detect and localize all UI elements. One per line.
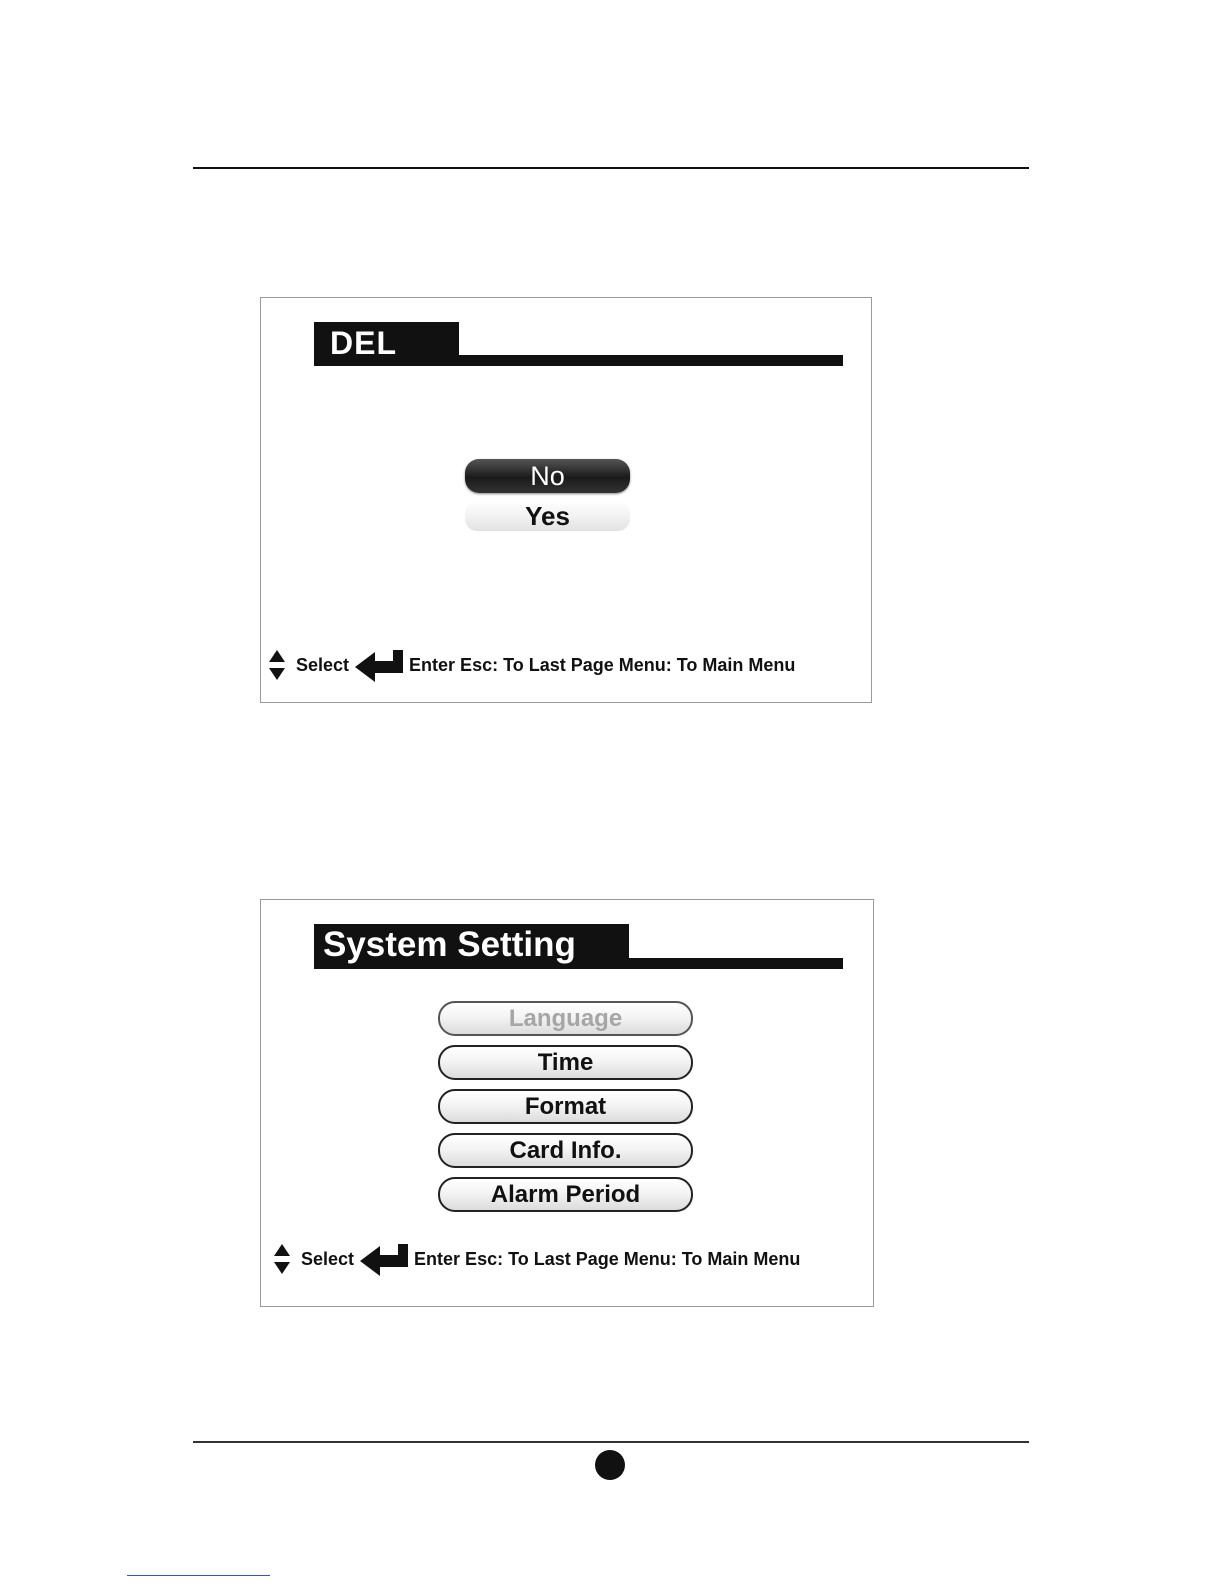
page-marker-dot: [595, 1450, 625, 1480]
menu-item-language[interactable]: Language: [438, 1001, 693, 1036]
up-down-arrows-icon: [273, 1243, 291, 1275]
system-setting-title: System Setting: [314, 924, 629, 969]
footer-underline: [127, 1575, 270, 1576]
menu-item-format[interactable]: Format: [438, 1089, 693, 1124]
select-label: Select: [301, 1248, 355, 1269]
del-dialog-screen: [260, 297, 872, 703]
hint-text: Enter Esc: To Last Page Menu: To Main Menu: [414, 1248, 801, 1269]
option-no[interactable]: No: [465, 459, 630, 493]
menu-item-alarm-period[interactable]: Alarm Period: [438, 1177, 693, 1212]
menu-item-card-info[interactable]: Card Info.: [438, 1133, 693, 1168]
header-rule: [193, 167, 1029, 169]
option-yes[interactable]: Yes: [465, 501, 630, 531]
navigation-hint: [273, 1242, 800, 1276]
enter-arrow-icon: [360, 1242, 410, 1276]
footer-rule: [193, 1441, 1029, 1443]
hint-text: Enter Esc: To Last Page Menu: To Main Menu: [409, 654, 796, 675]
enter-arrow-icon: [355, 648, 405, 682]
up-down-arrows-icon: [268, 649, 286, 681]
navigation-hint: [268, 648, 795, 682]
menu-item-time[interactable]: Time: [438, 1045, 693, 1080]
system-setting-screen: [260, 899, 874, 1307]
select-label: Select: [296, 654, 350, 675]
del-title: DEL: [314, 322, 459, 366]
